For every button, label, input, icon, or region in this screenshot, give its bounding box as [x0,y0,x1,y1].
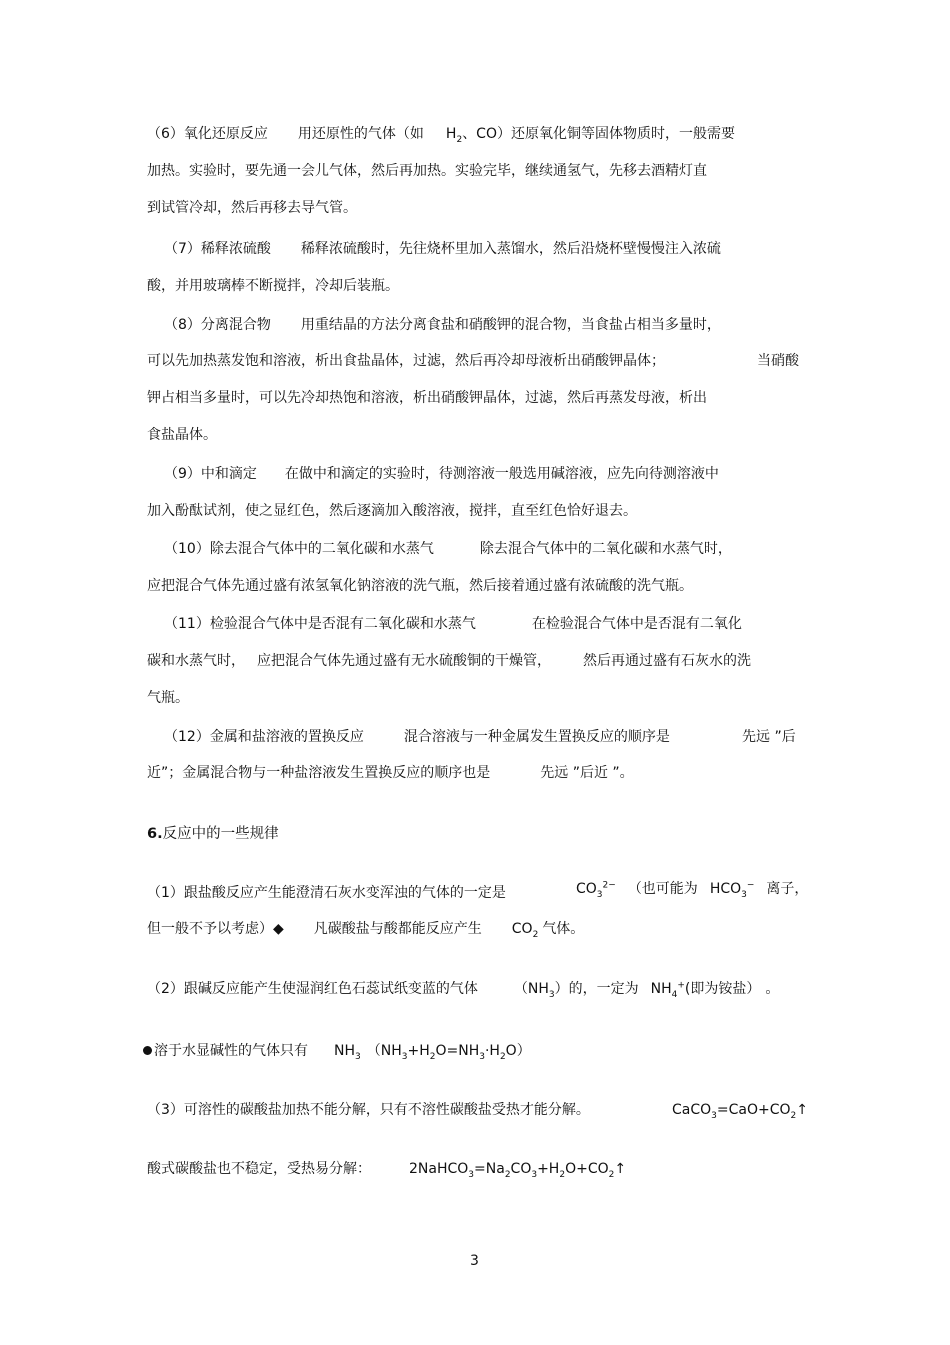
superscript: − [746,880,755,891]
subscript: 3 [468,1169,475,1180]
text-segment: 用重结晶的方法分离食盐和硝酸钾的混合物，当食盐占相当多量时， [300,317,721,333]
subscript: 2 [429,1051,436,1062]
para-12-line-2 [147,764,634,782]
text-segment: 除去混合气体中的二氧化碳和水蒸气时， [479,541,732,557]
equation: （NH [366,1043,402,1059]
text-segment: 。 [765,981,780,997]
text-segment: 在检验混合气体中是否混有二氧化 [531,616,742,632]
rule-2-line [147,980,779,998]
formula-nh3: NH [334,1043,355,1059]
subscript: 2 [456,134,463,145]
text-segment: ）的，一定为 [554,981,639,997]
formula-co2: CO [511,921,533,937]
rule-3-line [147,1101,590,1119]
caco3-equation [672,1101,808,1119]
para-11-line-2 [147,652,751,670]
page-number: 3 [470,1253,479,1269]
para-6-line-3: 到试管冷却，然后再移去导气管。 [147,200,357,216]
rule-3-line-2 [147,1160,626,1178]
text-segment: （3）可溶性的碳酸盐加热不能分解，只有不溶性碳酸盐受热才能分解。 [147,1102,590,1118]
subscript: 2 [499,1051,506,1062]
para-6-title: （6）氧化还原反应 [147,126,268,142]
text-segment: （也可能为 [627,881,698,897]
para-8-title: （8）分离混合物 [164,317,271,333]
para-8-line-4: 食盐晶体。 [147,427,217,443]
para-7-title: （7）稀释浓硫酸 [164,241,271,257]
para-8-line-1 [164,316,721,334]
para-8-line-2 [147,352,665,370]
para-6-line-2: 加热。实验时，要先通一会儿气体，然后再加热。实验完毕，继续通氢气，先移去酒精灯直 [147,163,707,179]
text-segment: 溶于水显碱性的气体只有 [154,1043,308,1059]
para-9-line-1 [164,465,719,483]
para-10-line-2: 应把混合气体先通过盛有浓氢氧化钠溶液的洗气瓶，然后接着通过盛有浓硫酸的洗气瓶。 [147,578,693,594]
equation: ·H [484,1043,500,1059]
rule-1-line-2 [147,920,584,938]
formula-nh3: （NH [513,981,549,997]
subscript: 2 [608,1169,615,1180]
text-segment: 用还原性的气体（如 [297,126,424,142]
subscript: 3 [531,1169,538,1180]
co3-formula [576,880,808,898]
equation: =CaO+CO [716,1102,791,1118]
equation: =Na [474,1161,505,1177]
para-9-title: （9）中和滴定 [164,466,257,482]
subscript: 4 [671,989,678,1000]
para-12-title: （12）金属和盐溶液的置换反应 [164,729,364,745]
equation: CO [510,1161,532,1177]
para-11-line-3: 气瓶。 [147,690,189,706]
superscript: + [677,980,685,991]
text-segment: 在做中和滴定的实验时，待测溶液一般选用碱溶液，应先向待测溶液中 [284,466,719,482]
text-segment: （2）跟碱反应能产生使湿润红色石蕊试纸变蓝的气体 [147,981,478,997]
formula-nh4: NH [650,981,672,997]
superscript: 2− [602,880,616,891]
equation: O+CO [565,1161,609,1177]
subscript: 3 [548,989,555,1000]
text-segment: 混合溶液与一种金属发生置换反应的顺序是 [403,729,670,745]
subscript: 3 [596,889,603,900]
formula-hco3: HCO [709,881,742,897]
para-11-title: （11）检验混合气体中是否混有二氧化碳和水蒸气 [164,616,476,632]
arrow-up: ↑ [614,1161,627,1177]
para-9-line-2: 加入酚酞试剂，使之显红色，然后逐滴加入酸溶液，搅拌，直至红色恰好退去。 [147,503,637,519]
text-segment: 凡碳酸盐与酸都能反应产生 [313,921,482,937]
para-11-line-1 [164,615,742,633]
para-7-line-1 [164,240,721,258]
text-segment: 离子， [766,881,809,897]
para-10-line-1 [164,540,732,558]
text-segment: 应把混合气体先通过盛有无水硫酸铜的干燥管， [257,653,551,669]
subscript: 2 [559,1169,566,1180]
arrow-up: ↑ [796,1102,808,1118]
subscript: 3 [401,1051,408,1062]
equation: O） [505,1043,531,1059]
bullet-line [143,1042,531,1060]
formula-co3: CO [576,881,597,897]
equation: +H [407,1043,430,1059]
text-segment: 碳和水蒸气时， [147,653,245,669]
text-segment: 酸式碳酸盐也不稳定，受热易分解： [147,1161,371,1177]
bullet-icon [143,1046,152,1055]
text-segment: 、CO）还原氧化铜等固体物质时，一般需要 [462,126,735,142]
chem-h: H [445,126,457,142]
text-segment: （1）跟盐酸反应产生能澄清石灰水变浑浊的气体的一定是 [147,885,506,901]
subscript: 3 [741,889,747,900]
text-segment: 然后再通过盛有石灰水的洗 [583,653,751,669]
para-12-line-1 [164,728,670,746]
para-12-line-1-end: 先远 ”后 [742,729,796,745]
para-8-line-2-end: 当硝酸 [757,353,799,369]
text-segment: 近”；金属混合物与一种盐溶液发生置换反应的顺序也是 [147,765,491,781]
rule-1-line-1 [147,884,506,902]
text-segment: 气体。 [542,921,585,937]
section-6-heading [147,825,279,843]
equation: CaCO [672,1102,712,1118]
para-8-line-3: 钾占相当多量时，可以先冷却热饱和溶液，析出硝酸钾晶体，过滤，然后再蒸发母液，析出 [147,390,707,406]
section-number: 6. [147,826,163,842]
text-segment: (即为铵盐） [684,981,754,997]
subscript: 3 [355,1051,361,1062]
equation: O=NH [435,1043,480,1059]
text-segment: 稀释浓硫酸时，先往烧杯里加入蒸馏水，然后沿烧杯壁慢慢注入浓硫 [300,241,721,257]
text-segment: 但一般不予以考虑）◆ [147,921,284,937]
subscript: 3 [711,1110,717,1121]
section-title: 反应中的一些规律 [162,826,279,842]
equation: +H [537,1161,560,1177]
subscript: 2 [790,1110,797,1121]
para-7-line-2: 酸，并用玻璃棒不断搅拌，冷却后装瓶。 [147,278,399,294]
equation: 2NaHCO [409,1161,469,1177]
para-6-line-1 [147,125,735,143]
text-segment: 先远 ”后近 ”。 [540,765,634,781]
subscript: 3 [479,1051,485,1062]
subscript: 2 [532,929,539,940]
subscript: 2 [504,1169,511,1180]
para-10-title: （10）除去混合气体中的二氧化碳和水蒸气 [164,541,434,557]
text-segment: 可以先加热蒸发饱和溶液，析出食盐晶体，过滤，然后再冷却母液析出硝酸钾晶体； [147,353,665,369]
